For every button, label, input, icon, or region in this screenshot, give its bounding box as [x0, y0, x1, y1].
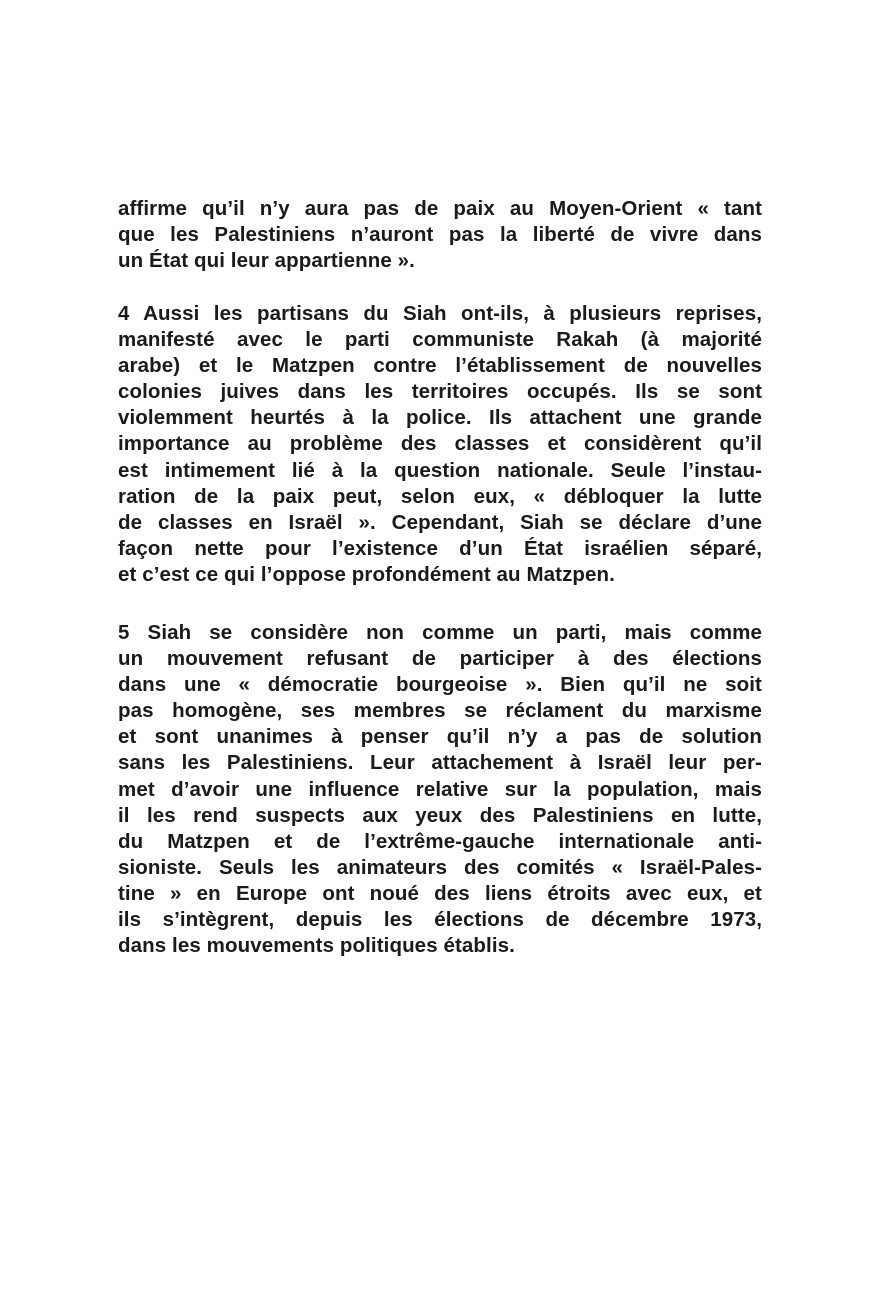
text-line [118, 698, 762, 724]
text-segment: sioniste. Seuls les animateurs des [118, 855, 517, 879]
bold-text-segment: colonies juives dans les territoires occupés. [118, 380, 617, 404]
text-line [118, 196, 762, 222]
text-line [118, 405, 762, 431]
text-segment: pas homogène, [118, 699, 301, 723]
text-line [118, 353, 762, 379]
text-line [118, 431, 762, 457]
text-segment: et c’est ce qui l’oppose profondément au Matzpen. [118, 562, 615, 586]
text-line [118, 222, 762, 248]
text-segment: un État qui leur appartienne ». [118, 249, 415, 273]
text-line [118, 484, 762, 510]
text-line [118, 724, 762, 750]
text-line [118, 248, 762, 274]
paragraph-5 [118, 620, 762, 959]
bold-text-segment: comités « Israël-Pales- [516, 855, 763, 879]
bold-text-segment: sans les Palestiniens [118, 751, 348, 775]
text-segment: . Leur attachement à Israël leur per- [347, 751, 762, 775]
text-line [118, 829, 762, 855]
text-segment: dans une « démocratie bourgeoise ». Bien qu’il ne soit [118, 673, 762, 697]
text-line [118, 620, 762, 646]
text-segment: et considèrent qu’il [529, 432, 763, 456]
bold-text-segment: comme un parti, [422, 621, 607, 644]
text-segment: » en Europe ont noué des liens étroits avec eux, et [154, 881, 762, 905]
text-line [118, 933, 762, 959]
bold-text-segment: existence d’un État israélien séparé, [343, 536, 762, 560]
text-segment: 5 Siah se considère non [118, 621, 423, 644]
text-segment: il les rend suspects aux yeux des Palestiniens en lutte, [118, 803, 762, 827]
text-segment: importance au [118, 432, 290, 456]
bold-text-segment: problème des classes [289, 432, 530, 456]
paragraph-4 [118, 301, 762, 588]
bold-text-segment: Rakah [556, 328, 619, 352]
text-segment: et sont unanimes à penser qu’il n’y a pas de solution [118, 725, 762, 749]
text-segment: Ils se sont [616, 380, 762, 404]
text-segment: mais [606, 621, 690, 644]
text-line [118, 536, 762, 562]
bold-text-segment: comme [689, 621, 762, 644]
bold-text-segment: un mouvement [118, 647, 283, 671]
text-line [118, 327, 762, 353]
text-line [118, 379, 762, 405]
text-line [118, 646, 762, 672]
text-line [118, 458, 762, 484]
text-line [118, 803, 762, 829]
text-segment: que les Palestiniens n’auront pas la liberté de vivre dans [118, 223, 762, 247]
bold-text-segment: ses membres se réclament du marxisme [300, 699, 763, 723]
text-segment: violemment heurtés à la police. Ils attachent une grande [118, 406, 762, 430]
paragraph-intro [118, 196, 762, 274]
text-segment: refusant de participer à des élections [282, 647, 763, 671]
text-segment: arabe) et le Matzpen [118, 354, 374, 378]
text-segment: dans les mouvements politiques établis. [118, 934, 515, 958]
text-line [118, 777, 762, 803]
text-line [118, 510, 762, 536]
text-segment: de classes en Israël ». Cependant, Siah se déclare d’une [118, 510, 762, 534]
text-line [118, 672, 762, 698]
text-segment: ils s’intègrent, depuis les élections de décembre 1973, [118, 908, 762, 932]
text-line [118, 907, 762, 933]
text-line [118, 301, 762, 327]
text-segment: affirme qu’il n’y aura pas de paix au Moyen-Orient « tant [118, 197, 762, 220]
text-segment: (à majorité [618, 328, 762, 352]
text-segment: manifesté avec le parti communiste [118, 328, 557, 352]
bold-text-segment: tine [118, 881, 155, 905]
text-line [118, 562, 762, 588]
text-segment: du Matzpen et de l’extrême-gauche internationale anti- [118, 829, 762, 853]
text-line [118, 881, 762, 907]
text-segment: est intimement lié à la question nationale. Seule l’instau- [118, 458, 762, 482]
text-segment: façon nette pour l’ [118, 536, 344, 560]
text-line [118, 750, 762, 776]
text-segment: ration de la paix peut, selon eux, « débloquer la lutte [118, 484, 762, 508]
text-segment: met d’avoir une influence relative sur la population, mais [118, 777, 762, 801]
text-line [118, 855, 762, 881]
text-segment: 4 Aussi les partisans du Siah ont-ils, à plusieurs reprises, [118, 302, 762, 325]
bold-text-segment: contre l’établissement de nouvelles [373, 354, 762, 378]
